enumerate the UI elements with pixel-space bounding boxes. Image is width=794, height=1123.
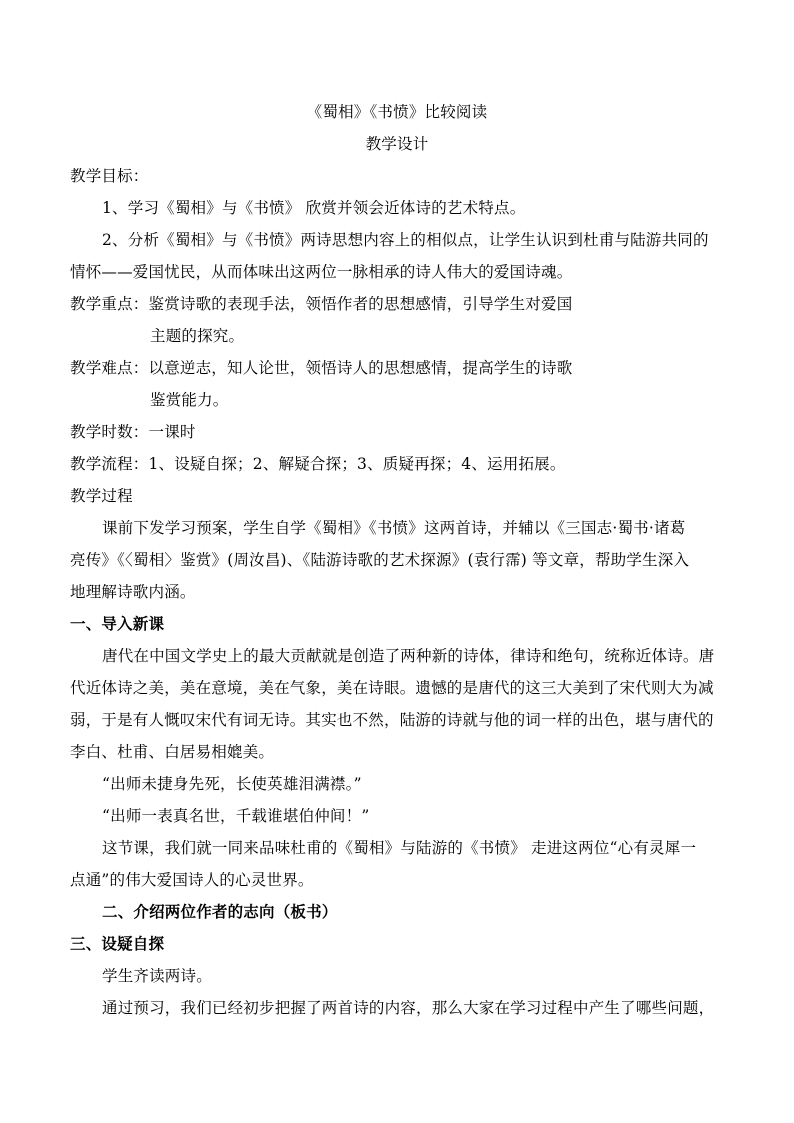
paragraph-line: 学生齐读两诗。 (102, 967, 212, 985)
document-title: 《蜀相》《书愤》比较阅读 (306, 103, 488, 121)
paragraph-line: “出师未捷身先死，长使英雄泪满襟。” (102, 775, 362, 793)
section-heading: 三、设疑自探 (70, 934, 165, 953)
paragraph-line: 弱，于是有人慨叹宋代有词无诗。其实也不然，陆游的诗就与他的词一样的出色，堪与唐代的 (70, 711, 714, 729)
paragraph-line: 李白、杜甫、白居易相媲美。 (70, 743, 275, 761)
paragraph-line: 主题的探究。 (150, 327, 245, 345)
paragraph-line: 代近体诗之美，美在意境，美在气象，美在诗眼。遗憾的是唐代的这三大美到了宋代则大为减 (70, 679, 714, 697)
paragraph-line: 点通”的伟大爱国诗人的心灵世界。 (70, 871, 314, 889)
paragraph-line: 通过预习，我们已经初步把握了两首诗的内容，那么大家在学习过程中产生了哪些问题， (102, 999, 715, 1017)
paragraph-line: 课前下发学习预案，学生自学《蜀相》《书愤》这两首诗，并辅以《三国志·蜀书·诸葛 (102, 519, 686, 537)
paragraph-line: 情怀——爱国忧民，从而体味出这两位一脉相承的诗人伟大的爱国诗魂。 (70, 263, 573, 281)
paragraph-line: 鉴赏能力。 (150, 391, 229, 409)
section-heading: 一、导入新课 (70, 614, 165, 633)
paragraph-line: “出师一表真名世，千载谁堪伯仲间！” (102, 807, 370, 825)
paragraph-line: 教学难点：以意逆志，知人论世，领悟诗人的思想感情，提高学生的诗歌 (70, 359, 573, 377)
paragraph-line: 地理解诗歌内涵。 (70, 583, 196, 601)
paragraph-line: 教学流程：1、设疑自探；2、解疑合探；3、质疑再探；4、运用拓展。 (70, 455, 566, 473)
section-heading: 二、介绍两位作者的志向（板书） (102, 902, 338, 921)
paragraph-line: 教学过程 (70, 487, 133, 505)
document-body (70, 160, 724, 1024)
paragraph-line: 1、学习《蜀相》与《书愤》 欣赏并领会近体诗的艺术特点。 (102, 199, 526, 217)
paragraph-line: 亮传》《〈蜀相〉鉴赏》(周汝昌)、《陆游诗歌的艺术探源》(袁行霈) 等文章，帮助学生深入 (70, 551, 690, 569)
paragraph-line: 教学时数：一课时 (70, 423, 196, 441)
paragraph-line: 这节课，我们就一同来品味杜甫的《蜀相》与陆游的《书愤》 走进这两位“心有灵犀一 (102, 839, 697, 857)
paragraph-line: 2、分析《蜀相》与《书愤》两诗思想内容上的相似点，让学生认识到杜甫与陆游共同的 (102, 231, 709, 249)
paragraph-line: 教学重点：鉴赏诗歌的表现手法，领悟作者的思想感情，引导学生对爱国 (70, 295, 573, 313)
paragraph-line: 教学目标： (70, 167, 149, 185)
paragraph-line: 唐代在中国文学史上的最大贡献就是创造了两种新的诗体，律诗和绝句，统称近体诗。唐 (102, 647, 715, 665)
document-subtitle: 教学设计 (365, 135, 429, 153)
